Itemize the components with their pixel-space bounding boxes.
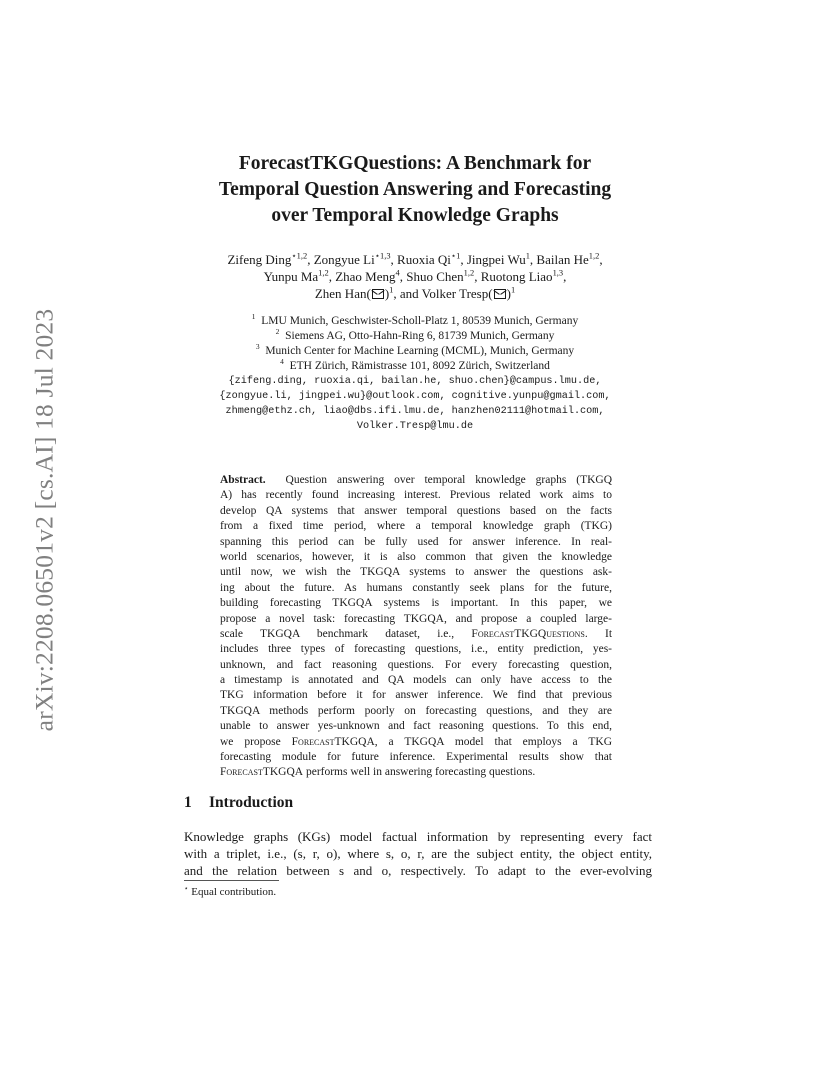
affiliation-sup: 1 bbox=[251, 312, 256, 322]
intro-line: and the relation between s and o, respectively. To adapt to the ever-evolving bbox=[184, 863, 652, 879]
author: Zifeng Ding bbox=[227, 252, 292, 267]
author-sup: 1 bbox=[525, 250, 530, 261]
email-line-1: {zifeng.ding, ruoxia.qi, bailan.he, shuo.chen}@campus.lmu.de, bbox=[228, 376, 602, 387]
affiliation-1 bbox=[150, 314, 680, 329]
envelope-icon bbox=[372, 289, 384, 299]
affiliation-sup: 3 bbox=[255, 342, 260, 352]
footnote bbox=[184, 886, 276, 898]
section-title: Introduction bbox=[209, 794, 294, 811]
email-line-4: Volker.Tresp@lmu.de bbox=[356, 421, 474, 432]
affiliation-text: Munich Center for Machine Learning (MCML), Munich, Germany bbox=[265, 345, 575, 357]
author: Jingpei Wu bbox=[466, 252, 526, 267]
abstract-line: spanning this period can be fully used for answer inference. In real- bbox=[220, 535, 612, 548]
arxiv-id: arXiv:2208.06501v2 [cs.AI] 18 Jul 2023 bbox=[29, 308, 59, 732]
abstract-line: unknown, and fact reasoning questions. For every forecasting question, bbox=[220, 658, 612, 671]
author-sup: ⋆1 bbox=[450, 250, 461, 261]
abstract-line bbox=[220, 765, 612, 780]
author-sup: 1 bbox=[510, 284, 516, 295]
abstract-text: scale TKGQA benchmark dataset, i.e., bbox=[220, 627, 455, 640]
footnote-rule bbox=[184, 880, 279, 881]
intro-line: with a triplet, i.e., (s, r, o), where s, o, r, are the subject entity, the object entity, bbox=[184, 846, 652, 862]
abstract-line: ing about the future. As humans constantly seek plans for the future, bbox=[220, 581, 612, 594]
author-list bbox=[150, 251, 680, 302]
abstract-line bbox=[220, 473, 612, 488]
abstract-label: Abstract. bbox=[220, 474, 266, 486]
model-name: ForecastTKGQA bbox=[220, 766, 304, 779]
abstract-text: we propose bbox=[220, 735, 281, 748]
abstract-line: propose a novel task: forecasting TKGQA, and propose a coupled large- bbox=[220, 612, 612, 625]
section-number: 1 bbox=[184, 794, 192, 811]
arxiv-stamp bbox=[24, 310, 64, 730]
abstract bbox=[220, 473, 612, 781]
author-sup: 1,3 bbox=[552, 267, 564, 278]
affiliation-text: LMU Munich, Geschwister-Scholl-Platz 1, 80539 Munich, Germany bbox=[261, 315, 579, 327]
email-line-3: zhmeng@ethz.ch, liao@dbs.ifi.lmu.de, hanzhen02111@hotmail.com, bbox=[225, 406, 605, 417]
author-sup: 4 bbox=[395, 267, 400, 278]
abstract-text: , a TKGQA model that employs a TKG bbox=[374, 735, 613, 748]
author-sup: 1,2 bbox=[318, 267, 329, 278]
abstract-line: world scenarios, however, it is also common that given the knowledge bbox=[220, 550, 612, 563]
author: Yunpu Ma bbox=[263, 269, 319, 284]
intro-line: Knowledge graphs (KGs) model factual information by representing every fact bbox=[184, 829, 652, 844]
abstract-text: . It bbox=[584, 627, 613, 640]
author-sup: 1 bbox=[389, 284, 394, 295]
abstract-line: includes three types of forecasting questions, i.e., entity prediction, yes- bbox=[220, 643, 612, 656]
dataset-name: ForecastTKGQuestions bbox=[471, 627, 585, 640]
author: Ruotong Liao bbox=[480, 269, 553, 284]
affiliations bbox=[150, 314, 680, 434]
envelope-icon bbox=[494, 289, 506, 299]
abstract-line: from a fixed time period, where a temporal knowledge graph (TKG) bbox=[220, 520, 612, 533]
section-heading bbox=[184, 794, 293, 812]
author-line-1: Zifeng Ding$^{⋆1,2}$, Zongyue $Li^{⋆1,3}$, Ruoxia $Qi^{⋆1}$, Jingpei Wu$^1$, Bailan He$^{1,2}$, bbox=[227, 250, 603, 267]
author: Ruoxia Qi bbox=[397, 252, 451, 267]
abstract-line: a timestamp is annotated and QA models can only have access to the bbox=[220, 674, 612, 687]
abstract-text: Question answering over temporal knowledge graphs (TKGQ bbox=[285, 474, 613, 486]
author-sup: 1,2 bbox=[588, 250, 600, 261]
author: Zhao Meng bbox=[335, 269, 396, 284]
author: and Volker Tresp bbox=[399, 286, 489, 301]
author-sup: 1,2 bbox=[463, 267, 475, 278]
footnote-text: Equal contribution. bbox=[191, 886, 277, 898]
abstract-line: building forecasting TKGQA systems is important. In this paper, we bbox=[220, 597, 612, 610]
affiliation-text: ETH Zürich, Rämistrasse 101, 8092 Zürich, Switzerland bbox=[289, 360, 550, 372]
affiliation-sup: 4 bbox=[280, 357, 284, 367]
title-line-1: ForecastTKGQuestions: A Benchmark for bbox=[238, 153, 592, 174]
paper-title bbox=[150, 151, 680, 229]
abstract-line bbox=[220, 735, 612, 750]
abstract-line: forecasting module for future inference. Experimental results show that bbox=[220, 751, 612, 764]
affiliation-2 bbox=[150, 329, 680, 344]
abstract-line: unable to answer yes-unknown and fact reasoning questions. To this end, bbox=[220, 720, 612, 733]
abstract-line: TKG information before it for answer inference. We find that previous bbox=[220, 689, 612, 702]
title-line-3: over Temporal Knowledge Graphs bbox=[271, 205, 559, 226]
email-line-2: {zongyue.li, jingpei.wu}@outlook.com, cognitive.yunpu@gmail.com, bbox=[219, 391, 611, 402]
author: Shuo Chen bbox=[406, 269, 464, 284]
abstract-line: A) has recently found increasing interest. Previous related work aims to bbox=[220, 489, 612, 502]
abstract-line: TKGQA methods perform poorly on forecasting questions, and they are bbox=[220, 704, 612, 717]
abstract-text: performs well in answering forecasting questions. bbox=[303, 766, 536, 779]
title-line-2: Temporal Question Answering and Forecasting bbox=[218, 179, 612, 200]
author: Zongyue Li bbox=[313, 252, 375, 267]
affiliation-4 bbox=[150, 359, 680, 374]
author: Zhen Han bbox=[314, 286, 367, 301]
author-sup: ⋆1,2 bbox=[291, 250, 308, 261]
abstract-line bbox=[220, 627, 612, 642]
intro-paragraph bbox=[184, 828, 652, 880]
author: Bailan He bbox=[536, 252, 589, 267]
author-line-3: Zhen Han( )$^1$, and Volker Tresp( )$^1$ bbox=[314, 284, 516, 301]
abstract-line: develop QA systems that answer temporal questions based on the facts bbox=[220, 504, 612, 517]
affiliation-sup: 2 bbox=[275, 327, 280, 337]
affiliation-3 bbox=[150, 344, 680, 359]
model-name: ForecastTKGQA bbox=[291, 735, 375, 748]
author-line-2: Yunpu Ma$^{1,2}$, Zhao Meng$^4$, Shuo Chen$^{1,2}$, Ruotong Liao$^{1,3}$, bbox=[263, 267, 567, 284]
author-sup: ⋆1,3 bbox=[374, 250, 391, 261]
abstract-line: until now, we wish the TKGQA systems to answer the questions ask- bbox=[220, 566, 612, 579]
affiliation-text: Siemens AG, Otto-Hahn-Ring 6, 81739 Munich, Germany bbox=[285, 330, 555, 342]
footnote-mark: ⋆ bbox=[184, 884, 189, 893]
